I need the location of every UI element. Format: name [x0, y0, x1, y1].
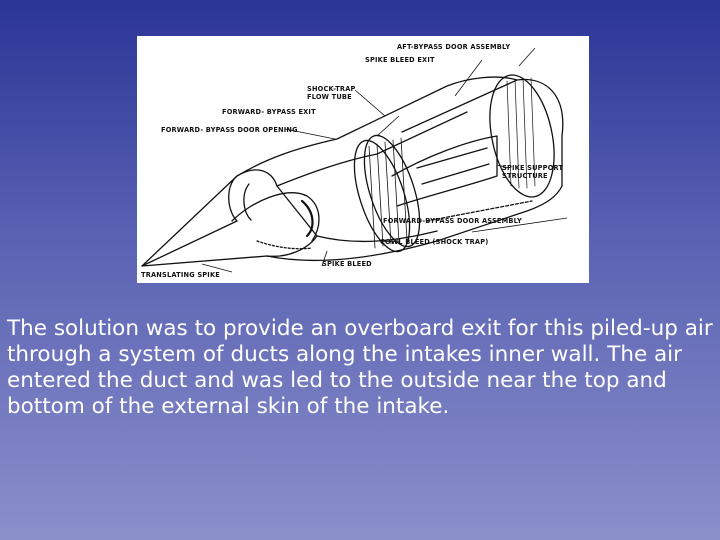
aft-bypass-ring	[480, 69, 564, 203]
label-aft-bypass-door-assembly: AFT-BYPASS DOOR ASSEMBLY	[397, 43, 511, 51]
intake-diagram	[137, 36, 589, 283]
label-shock-trap-flow-tube-1: SHOCK-TRAP	[307, 85, 356, 93]
caption-text: The solution was to provide an overboard exit for this piled-up air through a system of ducts along the intakes inner wall. The air entered the duct and was led to the outside near the top and bottom of the external skin of the intake.	[7, 316, 713, 419]
label-forward-bypass-door-assembly: FORWARD-BYPASS DOOR ASSEMBLY	[383, 217, 522, 225]
label-translating-spike: TRANSLATING SPIKE	[141, 271, 220, 279]
label-cowl-bleed: COWL BLEED (SHOCK TRAP)	[380, 238, 489, 246]
label-shock-trap-flow-tube-2: FLOW TUBE	[307, 93, 352, 101]
label-spike-bleed-exit: SPIKE BLEED EXIT	[365, 56, 435, 64]
label-spike-support-structure-1: SPIKE SUPPORT	[502, 164, 564, 172]
label-forward-bypass-door-opening: FORWARD- BYPASS DOOR OPENING	[161, 126, 298, 134]
translating-spike-shape	[142, 170, 317, 266]
label-spike-bleed: SPIKE BLEED	[322, 260, 372, 268]
label-forward-bypass-exit: FORWARD- BYPASS EXIT	[222, 108, 316, 116]
label-spike-support-structure-2: STRUCTURE	[502, 172, 548, 180]
